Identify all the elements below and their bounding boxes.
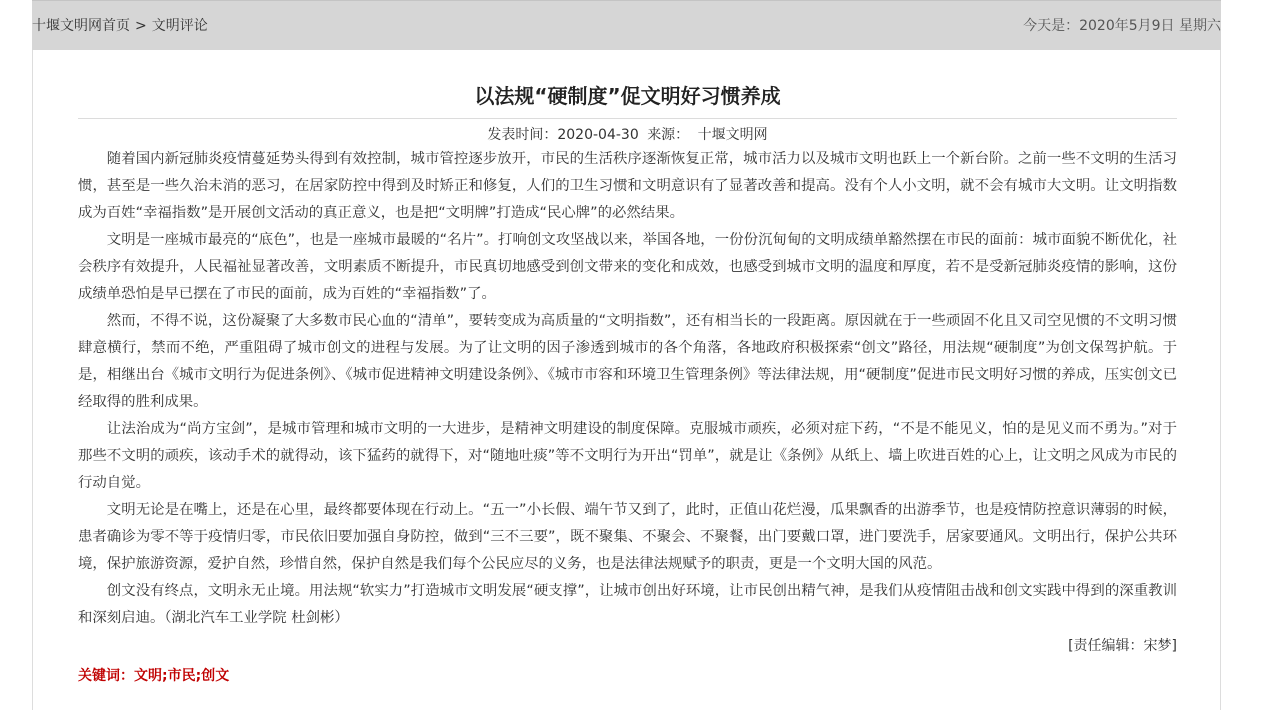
breadcrumb-section-link[interactable]: 文明评论 — [151, 18, 208, 34]
paragraph: 文明是一座城市最亮的“底色”，也是一座城市最暖的“名片”。打响创文攻坚战以来，举国各地，一份份沉甸甸的文明成绩单豁然摆在市民的面前：城市面貌不断优化，社会秩序有效提升，人民福祉显著改善，文明素质不断提升，市民真切地感受到创文带来的变化和成效，也感受到城市文明的温度和厚度，若不是受新冠肺炎疫情的影响，这份成绩单恐怕是早已摆在了市民的面前，成为百姓的“幸福指数”了。 — [78, 232, 1177, 302]
article-title: 以法规“硬制度”促文明好习惯养成 — [78, 80, 1177, 119]
keywords: 关键词：文明;市民;创文 — [78, 668, 230, 684]
source-label: 来源： — [647, 127, 690, 143]
responsible-editor: [责任编辑：宋梦] — [1068, 638, 1177, 654]
current-date: 今天是：2020年5月9日 星期六 — [1023, 18, 1221, 34]
top-bar — [32, 0, 1221, 50]
source-name: 十堰文明网 — [697, 127, 768, 143]
breadcrumb-separator: > — [135, 18, 147, 34]
content-box — [32, 50, 1221, 710]
article-meta — [78, 124, 1177, 146]
paragraph: 让法治成为“尚方宝剑”，是城市管理和城市文明的一大进步，是精神文明建设的制度保障。克服城市顽疾，必须对症下药，“不是不能见义，怕的是见义而不勇为。”对于那些不文明的顽疾，该动手术的就得动，该下猛药的就得下，对“随地吐痰”等不文明行为开出“罚单”，就是让《条例》从纸上、墙上吹进百姓的心上，让文明之风成为市民的行动自觉。 — [78, 421, 1177, 491]
breadcrumb — [32, 16, 208, 36]
paragraph: 文明无论是在嘴上，还是在心里，最终都要体现在行动上。“五一”小长假、端午节又到了，此时，正值山花烂漫，瓜果飘香的出游季节，也是疫情防控意识薄弱的时候，患者确诊为零不等于疫情归零，市民依旧要加强自身防控，做到“三不三要”，既不聚集、不聚会、不聚餐，出门要戴口罩，进门要洗手，居家要通风。文明出行，保护公共环境，保护旅游资源，爱护自然，珍惜自然，保护自然是我们每个公民应尽的义务，也是法律法规赋予的职责，更是一个文明大国的风范。 — [78, 502, 1177, 572]
paragraph: 随着国内新冠肺炎疫情蔓延势头得到有效控制，城市管控逐步放开，市民的生活秩序逐渐恢复正常，城市活力以及城市文明也跃上一个新台阶。之前一些不文明的生活习惯，甚至是一些久治未消的恶习，在居家防控中得到及时矫正和修复，人们的卫生习惯和文明意识有了显著改善和提高。没有个人小文明，就不会有城市大文明。让文明指数成为百姓“幸福指数”是开展创文活动的真正意义，也是把“文明牌”打造成“民心牌”的必然结果。 — [78, 151, 1177, 221]
breadcrumb-home-link[interactable]: 十堰文明网首页 — [32, 18, 130, 34]
article-body — [78, 146, 1177, 632]
paragraph: 然而，不得不说，这份凝聚了大多数市民心血的“清单”，要转变成为高质量的“文明指数”，还有相当长的一段距离。原因就在于一些顽固不化且又司空见惯的不文明习惯肆意横行，禁而不绝，严重阻碍了城市创文的进程与发展。为了让文明的因子渗透到城市的各个角落，各地政府积极探索“创文”路径，用法规“硬制度”为创文保驾护航。于是，相继出台《城市文明行为促进条例》、《城市促进精神文明建设条例》、《城市市容和环境卫生管理条例》等法律法规，用“硬制度”促进市民文明好习惯的养成，压实创文已经取得的胜利成果。 — [78, 313, 1177, 410]
article — [78, 80, 1177, 688]
publish-time: 发表时间：2020-04-30 — [487, 127, 639, 143]
paragraph: 创文没有终点，文明永无止境。用法规“软实力”打造城市文明发展“硬支撑”，让城市创出好环境，让市民创出精气神，是我们从疫情阻击战和创文实践中得到的深重教训和深刻启迪。（湖北汽车工业学院 杜剑彬） — [78, 583, 1177, 626]
